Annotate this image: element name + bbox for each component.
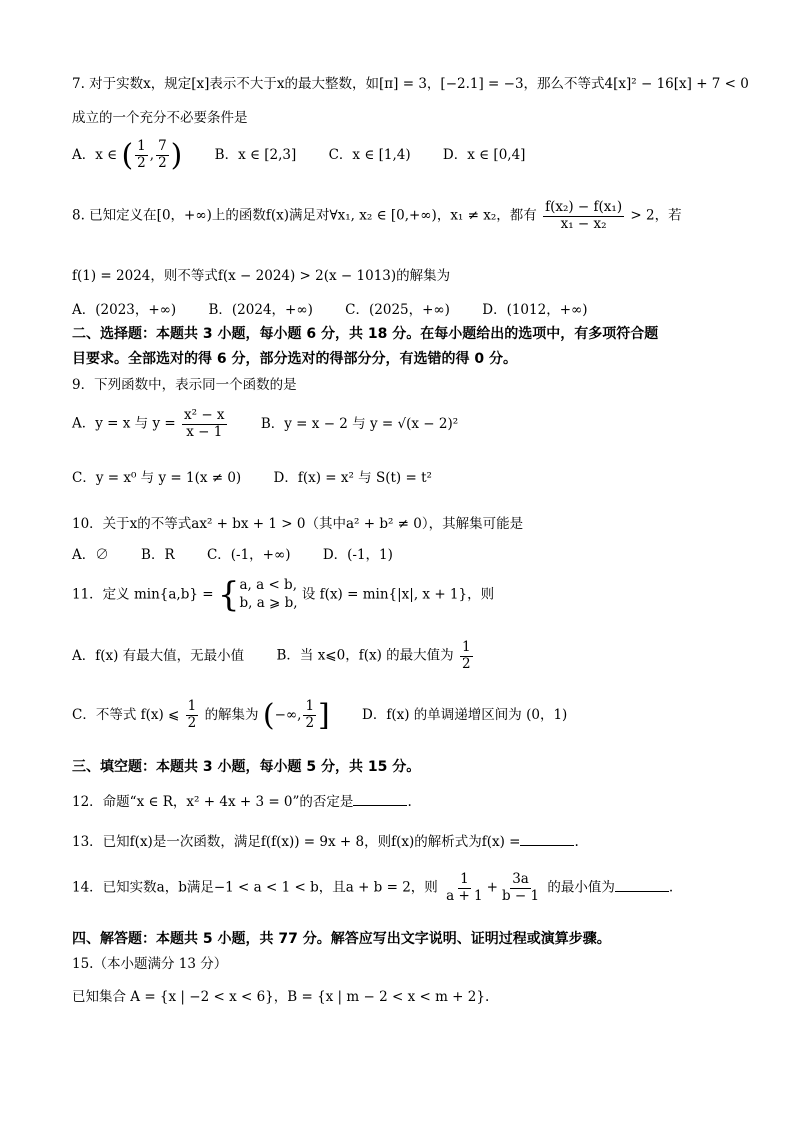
q11-option-d: D．f(x) 的单调递增区间为 (0，1) — [362, 707, 568, 723]
q11-option-a: A．f(x) 有最大值，无最小值 — [72, 647, 245, 664]
numerator: 1 — [461, 639, 471, 655]
q14-text: 14．已知实数a，b满足−1 < a < 1 < b，且a + b = 2，则 — [72, 879, 438, 896]
left-paren: ( — [262, 698, 275, 733]
q11-options-row1 — [72, 640, 503, 672]
denominator: 2 — [158, 155, 167, 171]
numerator: 1 — [187, 698, 197, 715]
numerator: 1 — [137, 138, 146, 155]
numerator: 1 — [460, 871, 469, 887]
denominator: x₁ − x₂ — [560, 215, 607, 232]
right-bracket: ] — [318, 698, 330, 733]
case-2: b, a ⩾ b, — [239, 595, 298, 611]
left-brace: { — [217, 575, 240, 615]
q7-line1: 7. 对于实数x，规定[x]表示不大于x的最大整数，如[π] = 3，[−2.1] = −3，那么不等式4[x]² − 16[x] + 7 < 0 — [72, 76, 749, 92]
q9-option-a — [72, 408, 229, 440]
q10-option-a: A．∅ — [72, 547, 109, 563]
q11-option-c-text: C．不等式 f(x) ⩽ — [72, 707, 180, 723]
q13-text: 13．已知f(x)是一次函数，满足f(f(x)) = 9x + 8，则f(x)的解析式为f(x) = — [72, 834, 521, 850]
q12-answer-blank — [353, 793, 407, 806]
q8-line1-text: 8. 已知定义在[0，+∞)上的函数f(x)满足对∀x₁, x₂ ∈ [0,+∞)，x₁ ≠ x₂，都有 — [72, 207, 537, 224]
q7-line2: 成立的一个充分不必要条件是 — [72, 110, 248, 126]
q12-end: . — [407, 794, 412, 810]
denominator: b − 1 — [501, 887, 540, 904]
q8-line2: f(1) = 2024，则不等式f(x − 2024) > 2(x − 1013)的解集为 — [72, 268, 451, 284]
fraction — [156, 139, 169, 171]
q9-option-b: B．y = x − 2 与 y = √(x − 2)² — [260, 415, 459, 432]
piecewise-cases — [239, 577, 297, 612]
numerator: x² − x — [184, 407, 225, 423]
fraction — [444, 872, 485, 904]
fraction — [135, 139, 148, 171]
section2-line1: 二、选择题：本题共 3 小题，每小题 6 分，共 18 分。在每小题给出的选项中，有多项符合题 — [72, 326, 659, 342]
q11-stem-text: 11．定义 min{a,b} = — [72, 586, 214, 603]
q15-heading: 15.（本小题满分 13 分） — [72, 956, 228, 972]
fraction — [500, 872, 541, 904]
left-paren: ( — [121, 138, 134, 173]
q12 — [72, 790, 412, 810]
right-paren: ) — [170, 138, 183, 173]
q7-option-c: C．x ∈ [1,4) — [328, 147, 411, 163]
interval-start: −∞, — [274, 707, 302, 723]
q10-option-d: D．(-1，1) — [322, 547, 393, 563]
q11-stem-end: 设 f(x) = min{|x|, x + 1}，则 — [301, 586, 495, 603]
q8-option-d: D．(1012，+∞) — [482, 302, 588, 318]
fraction — [186, 699, 199, 731]
numerator: 7 — [158, 138, 167, 155]
q11-options-row2 — [72, 698, 595, 733]
q7-option-b: B．x ∈ [2,3] — [214, 147, 297, 163]
q14: 14．已知实数a，b满足−1 < a < 1 < b，且a + b = 2，则 $\frac{1}{a + 1}$ + $\frac{3a}{b - 1}$ 的最小值为 . — [72, 871, 674, 904]
denominator: 2 — [305, 715, 315, 731]
denominator: a + 1 — [446, 887, 483, 904]
section3-title: 三、填空题：本题共 3 小题，每小题 5 分，共 15 分。 — [72, 759, 421, 775]
q9-stem: 9．下列函数中，表示同一个函数的是 — [72, 377, 297, 393]
section4-title: 四、解答题：本题共 5 小题，共 77 分。解答应写出文字说明、证明过程或演算步骤。 — [72, 931, 611, 947]
q9-option-a-text: A．y = x 与 y = — [72, 415, 176, 432]
denominator: 2 — [461, 655, 471, 672]
q7-option-d: D．x ∈ [0,4] — [442, 147, 526, 163]
numerator: 1 — [305, 698, 315, 715]
q9-option-c: C．y = x⁰ 与 y = 1(x ≠ 0) — [72, 470, 242, 486]
q13 — [72, 830, 579, 850]
case-1: a, a < b, — [239, 577, 297, 594]
numerator: 3a — [512, 871, 529, 887]
q10-options — [72, 543, 421, 563]
q7-options — [72, 138, 553, 173]
q9-options-row1 — [72, 408, 486, 440]
denominator: 2 — [137, 155, 146, 171]
q7-option-a-prefix: A．x ∈ — [72, 147, 118, 163]
fraction — [303, 699, 316, 731]
fraction — [460, 640, 473, 672]
q12-text: 12．命题“x ∈ R，x² + 4x + 3 = 0”的否定是 — [72, 794, 354, 810]
denominator: 2 — [187, 715, 197, 731]
fraction — [182, 408, 227, 440]
q8-option-c: C．(2025，+∞) — [345, 302, 450, 318]
q13-end: . — [574, 834, 579, 850]
q11-option-c — [72, 698, 330, 733]
q14-text-post: 的最小值为 — [547, 879, 615, 896]
q10-stem: 10．关于x的不等式ax² + bx + 1 > 0（其中a² + b² ≠ 0），其解集可能是 — [72, 516, 524, 532]
numerator: f(x₂) − f(x₁) — [545, 199, 623, 215]
q9-option-d: D．f(x) = x² 与 S(t) = t² — [273, 470, 432, 486]
q11-option-c-mid: 的解集为 — [204, 707, 259, 723]
q8-option-a: A．(2023，+∞) — [72, 302, 177, 318]
q15-stem: 已知集合 A = {x | −2 < x < 6}，B = {x | m − 2 < x < m + 2}. — [72, 989, 490, 1005]
q10-option-c: C．(-1，+∞) — [206, 547, 291, 563]
section2-line2: 目要求。全部选对的得 6 分，部分选对的得部分分，有选错的得 0 分。 — [72, 351, 517, 367]
q8-line1 — [72, 200, 682, 232]
q13-answer-blank — [520, 833, 574, 846]
q8-options — [72, 298, 616, 318]
q8-option-b: B．(2024，+∞) — [208, 302, 313, 318]
q10-option-b: B．R — [141, 547, 175, 563]
fraction — [543, 200, 624, 232]
q11-option-b-text: B．当 x⩽0，f(x) 的最大值为 — [276, 647, 454, 664]
q9-options-row2 — [72, 466, 460, 486]
q11-option-b — [276, 640, 474, 672]
q7-option-a: A．x ∈ ( $\frac{1}{2}$ , $\frac{7}{2}$ ) — [72, 138, 183, 173]
q11-stem — [72, 575, 494, 615]
denominator: x − 1 — [186, 423, 223, 440]
q14-end: . — [668, 879, 674, 896]
q14-answer-blank — [615, 879, 669, 892]
q8-line1-end: > 2，若 — [630, 207, 682, 224]
